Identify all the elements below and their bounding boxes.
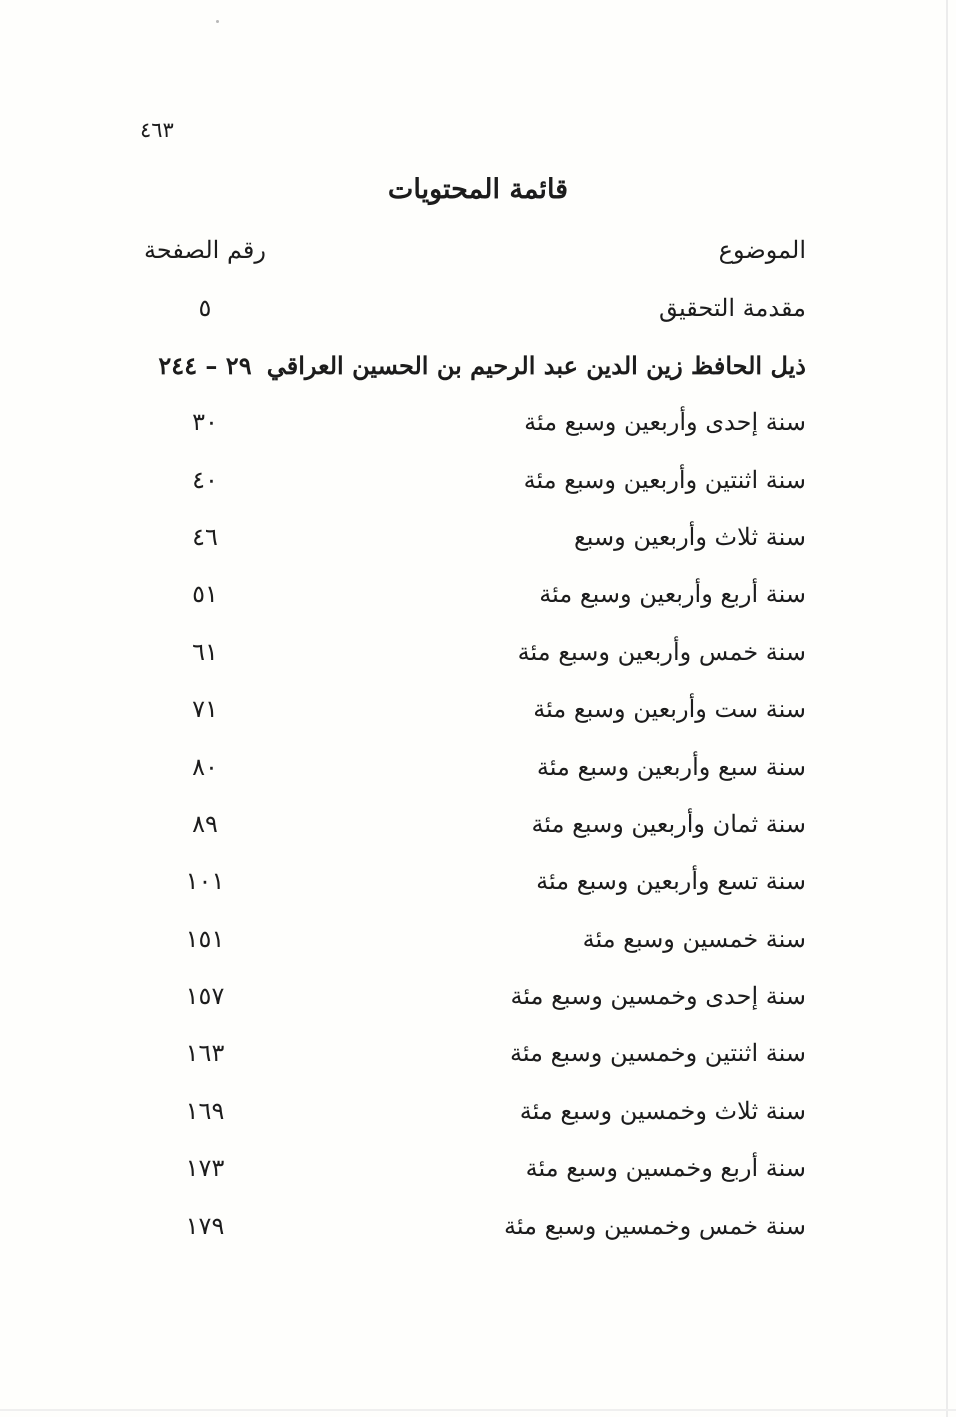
entry-page: ١٦٩ <box>185 1097 225 1125</box>
toc-header-row <box>130 236 806 280</box>
page-number: ٤٦٣ <box>140 118 174 142</box>
page-title: قائمة المحتويات <box>387 174 569 205</box>
toc-entry <box>130 810 806 854</box>
toc-entry <box>130 580 806 624</box>
toc-entry <box>130 1097 806 1141</box>
toc-entry <box>130 638 806 682</box>
entry-page: ٤٠ <box>192 466 218 494</box>
entry-page: ٥ <box>198 294 212 322</box>
entry-topic: ذيل الحافظ زين الدين عبد الرحيم بن الحسين العراقي <box>266 351 806 380</box>
entry-topic: سنة أربع وخمسين وسبع مئة <box>525 1154 806 1182</box>
toc-entry <box>130 753 806 797</box>
entry-page: ١٧٣ <box>185 1154 225 1182</box>
entry-topic: سنة أربع وأربعين وسبع مئة <box>539 580 806 608</box>
entry-topic: سنة ست وأربعين وسبع مئة <box>533 695 806 723</box>
toc-entry <box>130 294 806 338</box>
entry-topic: سنة ثلاث وخمسين وسبع مئة <box>519 1097 806 1125</box>
entry-topic: سنة ثلاث وأربعين وسبع <box>573 523 806 551</box>
entry-page: ١٦٣ <box>185 1039 225 1067</box>
entry-page: ٦١ <box>192 638 218 666</box>
entry-page: ٨٠ <box>192 753 218 781</box>
entry-page: ٣٠ <box>192 408 218 436</box>
entry-page: ١٧٩ <box>185 1212 225 1240</box>
topic-column-header: الموضوع <box>718 236 806 264</box>
toc-entry <box>130 982 806 1026</box>
entry-topic: سنة ثمان وأربعين وسبع مئة <box>531 810 806 838</box>
entry-topic: سنة اثنتين وخمسين وسبع مئة <box>510 1039 806 1067</box>
entry-page: ١٥١ <box>185 925 225 953</box>
toc-entry <box>130 1154 806 1198</box>
page-column-header: رقم الصفحة <box>144 236 266 264</box>
toc-entry <box>130 351 806 395</box>
entry-page: ١٥٧ <box>185 982 225 1010</box>
toc-entry <box>130 867 806 911</box>
entry-page: ٧١ <box>192 695 218 723</box>
entry-page: ٤٦ <box>192 523 218 551</box>
toc-entry <box>130 925 806 969</box>
page-right-edge <box>946 0 948 1417</box>
entry-page: ٨٩ <box>192 810 218 838</box>
paper-speck <box>216 20 219 23</box>
entry-topic: سنة اثنتين وأربعين وسبع مئة <box>523 466 806 494</box>
entry-topic: سنة تسع وأربعين وسبع مئة <box>536 867 806 895</box>
toc-entry <box>130 466 806 510</box>
toc-entry <box>130 1212 806 1256</box>
toc-entry <box>130 695 806 739</box>
entry-topic: سنة خمس وأربعين وسبع مئة <box>517 638 806 666</box>
entry-topic: سنة إحدى وخمسين وسبع مئة <box>510 982 806 1010</box>
page-bottom-edge <box>0 1409 956 1411</box>
entry-topic: سنة سبع وأربعين وسبع مئة <box>536 753 806 781</box>
entry-topic: سنة إحدى وأربعين وسبع مئة <box>524 408 806 436</box>
entry-page: ٢٩ – ٢٤٤ <box>158 351 252 380</box>
toc-entry <box>130 523 806 567</box>
toc-entry <box>130 1039 806 1083</box>
entry-page: ٥١ <box>192 580 218 608</box>
entry-topic: سنة خمسين وسبع مئة <box>582 925 806 953</box>
entry-topic: سنة خمس وخمسين وسبع مئة <box>504 1212 806 1240</box>
toc-entry <box>130 408 806 452</box>
entry-topic: مقدمة التحقيق <box>658 294 806 322</box>
entry-page: ١٠١ <box>185 867 225 895</box>
